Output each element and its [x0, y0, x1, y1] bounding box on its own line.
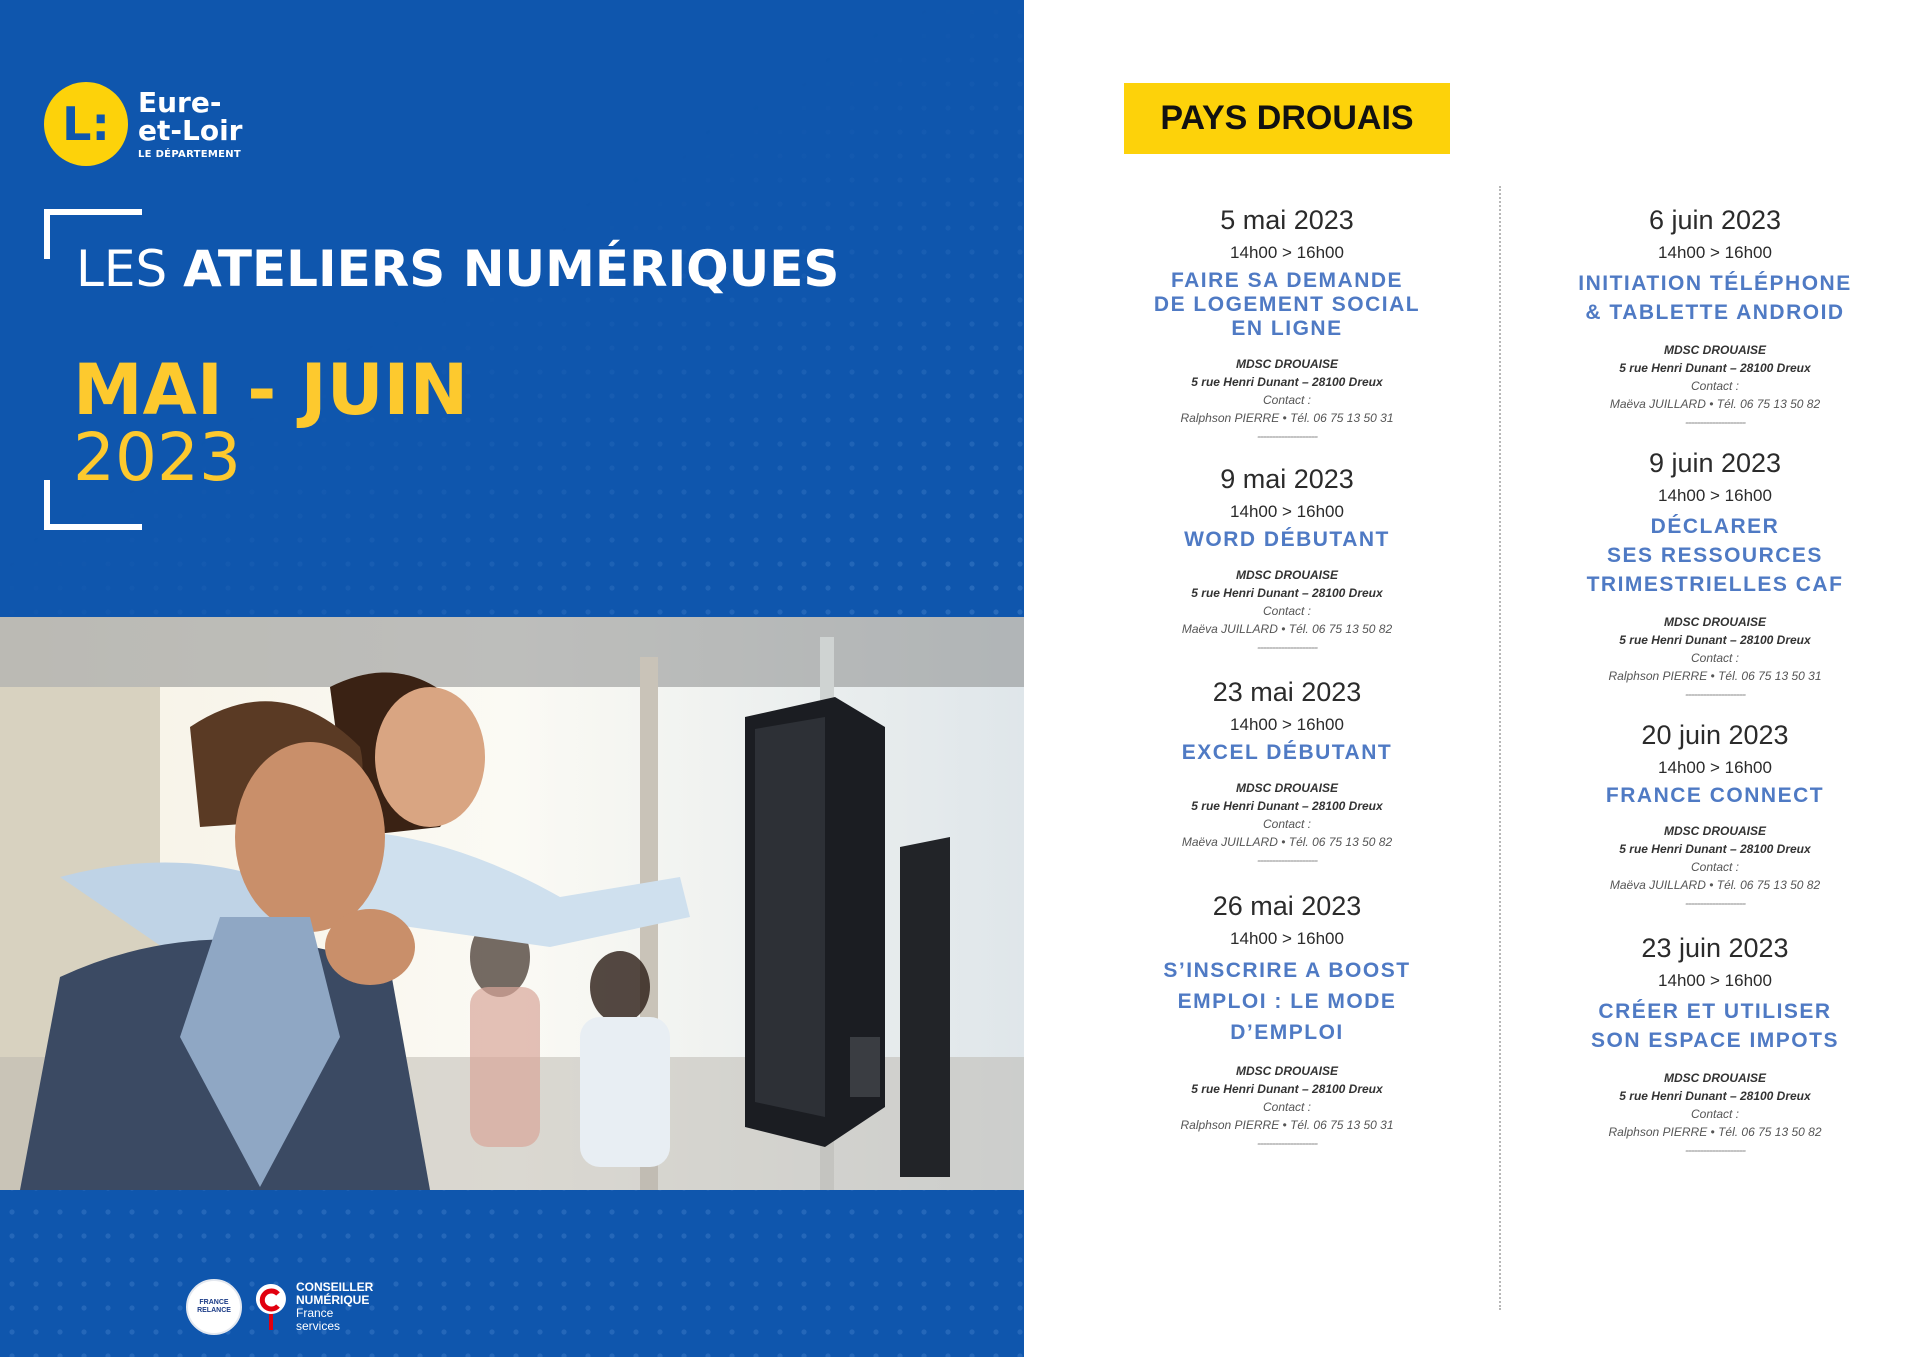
event-time: 14h00 > 16h00 [1230, 243, 1344, 262]
event-separator: -------------------- [1257, 640, 1317, 654]
event-separator: -------------------- [1685, 415, 1745, 429]
event-time: 14h00 > 16h00 [1230, 502, 1344, 521]
event-date: 9 mai 2023 [1220, 464, 1354, 494]
page-title [76, 240, 839, 298]
event-title-line: EXCEL DÉBUTANT [1181, 741, 1393, 764]
logo-name-line1: Eure- [138, 85, 222, 119]
cn-line4: services [296, 1319, 341, 1333]
event-block [1097, 462, 1477, 656]
event-title-line: DE LOGEMENT SOCIAL [1153, 293, 1421, 316]
frame-corner-bottom [44, 480, 142, 530]
cn-line2: NUMÉRIQUE [296, 1293, 370, 1307]
event-title-line: EN LIGNE [1231, 317, 1343, 340]
partner-logos [186, 1279, 373, 1335]
event-block [1525, 931, 1905, 1159]
event-block [1525, 446, 1905, 703]
office-workers-photo [0, 617, 1024, 1190]
event-organization: MDSC DROUAISE [1663, 824, 1766, 838]
event-time: 14h00 > 16h00 [1658, 243, 1772, 262]
event-time: 14h00 > 16h00 [1230, 715, 1344, 734]
event-contact: Ralphson PIERRE • Tél. 06 75 13 50 31 [1180, 411, 1394, 425]
event-contact: Maëva JUILLARD • Tél. 06 75 13 50 82 [1181, 835, 1393, 849]
cn-line1: CONSEILLER [296, 1280, 374, 1294]
logo-subtitle: LE DÉPARTEMENT [138, 148, 242, 160]
event-title-line: WORD DÉBUTANT [1184, 528, 1390, 551]
event-address: 5 rue Henri Dunant – 28100 Dreux [1191, 375, 1383, 389]
event-title-line: & TABLETTE ANDROID [1585, 301, 1845, 324]
logo-mark: L: [44, 82, 128, 166]
event-address: 5 rue Henri Dunant – 28100 Dreux [1619, 633, 1811, 647]
event-block [1097, 675, 1477, 869]
event-date: 26 mai 2023 [1212, 891, 1362, 921]
event-title-line: FRANCE CONNECT [1605, 784, 1825, 807]
event-contact-label: Contact : [1262, 604, 1312, 618]
event-title-line: DÉCLARER [1650, 515, 1780, 538]
event-block [1097, 889, 1477, 1152]
event-title-line: FAIRE SA DEMANDE [1170, 269, 1404, 292]
event-contact: Ralphson PIERRE • Tél. 06 75 13 50 31 [1180, 1118, 1394, 1132]
event-contact-label: Contact : [1262, 393, 1312, 407]
event-title [1097, 955, 1477, 1048]
cn-line3: France [296, 1306, 334, 1320]
title-prefix: LES [76, 240, 184, 298]
event-title-line: INITIATION TÉLÉPHONE [1578, 272, 1852, 295]
event-block [1097, 203, 1477, 445]
event-title-line: TRIMESTRIELLES CAF [1586, 573, 1844, 596]
logo-name-line2: et-Loir [138, 113, 243, 147]
event-title-line: CRÉER ET UTILISER [1598, 1000, 1832, 1023]
column-divider [1499, 186, 1501, 1310]
event-separator: -------------------- [1685, 896, 1745, 910]
event-address: 5 rue Henri Dunant – 28100 Dreux [1619, 1089, 1811, 1103]
event-organization: MDSC DROUAISE [1235, 568, 1338, 582]
event-title [1097, 741, 1477, 765]
event-contact: Maëva JUILLARD • Tél. 06 75 13 50 82 [1609, 397, 1821, 411]
event-organization: MDSC DROUAISE [1235, 357, 1338, 371]
event-date: 23 mai 2023 [1212, 677, 1362, 707]
event-date: 9 juin 2023 [1648, 448, 1782, 478]
conseiller-numerique-text [296, 1281, 373, 1333]
event-contact: Ralphson PIERRE • Tél. 06 75 13 50 31 [1608, 669, 1822, 683]
conseiller-numerique-icon [254, 1282, 288, 1332]
year-heading: 2023 [73, 419, 241, 496]
event-organization: MDSC DROUAISE [1663, 1071, 1766, 1085]
event-contact-label: Contact : [1690, 1107, 1740, 1121]
event-separator: -------------------- [1257, 853, 1317, 867]
event-organization: MDSC DROUAISE [1235, 781, 1338, 795]
event-contact: Maëva JUILLARD • Tél. 06 75 13 50 82 [1609, 878, 1821, 892]
event-organization: MDSC DROUAISE [1235, 1064, 1338, 1078]
region-label: PAYS DROUAIS [1124, 83, 1450, 154]
months-heading: MAI - JUIN [73, 349, 469, 431]
france-relance-badge: FRANCE RELANCE [186, 1279, 242, 1335]
event-date: 20 juin 2023 [1641, 720, 1789, 750]
event-time: 14h00 > 16h00 [1658, 486, 1772, 505]
event-contact-label: Contact : [1262, 817, 1312, 831]
event-title [1097, 528, 1477, 552]
eure-et-loir-logo [44, 82, 242, 166]
event-separator: -------------------- [1685, 687, 1745, 701]
event-address: 5 rue Henri Dunant – 28100 Dreux [1619, 361, 1811, 375]
event-organization: MDSC DROUAISE [1663, 615, 1766, 629]
event-time: 14h00 > 16h00 [1658, 971, 1772, 990]
title-main: ATELIERS NUMÉRIQUES [183, 240, 840, 298]
event-contact-label: Contact : [1690, 379, 1740, 393]
event-contact: Ralphson PIERRE • Tél. 06 75 13 50 82 [1608, 1125, 1822, 1139]
event-contact: Maëva JUILLARD • Tél. 06 75 13 50 82 [1181, 622, 1393, 636]
event-title-line: D’EMPLOI [1230, 1021, 1344, 1044]
event-title [1525, 784, 1905, 808]
event-separator: -------------------- [1685, 1143, 1745, 1157]
event-separator: -------------------- [1257, 429, 1317, 443]
event-title-line: SON ESPACE IMPOTS [1591, 1029, 1839, 1052]
event-title-line: SES RESSOURCES [1607, 544, 1823, 567]
event-contact-label: Contact : [1262, 1100, 1312, 1114]
event-date: 23 juin 2023 [1641, 933, 1789, 963]
event-title-line: EMPLOI : LE MODE [1177, 990, 1397, 1013]
event-organization: MDSC DROUAISE [1663, 343, 1766, 357]
event-block [1525, 718, 1905, 912]
event-contact-label: Contact : [1690, 651, 1740, 665]
event-time: 14h00 > 16h00 [1230, 929, 1344, 948]
event-title-line: S’INSCRIRE A BOOST [1163, 959, 1411, 982]
event-title [1097, 269, 1477, 341]
event-title [1525, 512, 1905, 599]
event-time: 14h00 > 16h00 [1658, 758, 1772, 777]
event-separator: -------------------- [1257, 1136, 1317, 1150]
event-address: 5 rue Henri Dunant – 28100 Dreux [1191, 586, 1383, 600]
event-date: 5 mai 2023 [1220, 205, 1354, 235]
event-title [1525, 997, 1905, 1055]
event-date: 6 juin 2023 [1648, 205, 1782, 235]
event-address: 5 rue Henri Dunant – 28100 Dreux [1619, 842, 1811, 856]
event-title [1525, 269, 1905, 327]
event-address: 5 rue Henri Dunant – 28100 Dreux [1191, 1082, 1383, 1096]
event-address: 5 rue Henri Dunant – 28100 Dreux [1191, 799, 1383, 813]
event-contact-label: Contact : [1690, 860, 1740, 874]
event-block [1525, 203, 1905, 431]
